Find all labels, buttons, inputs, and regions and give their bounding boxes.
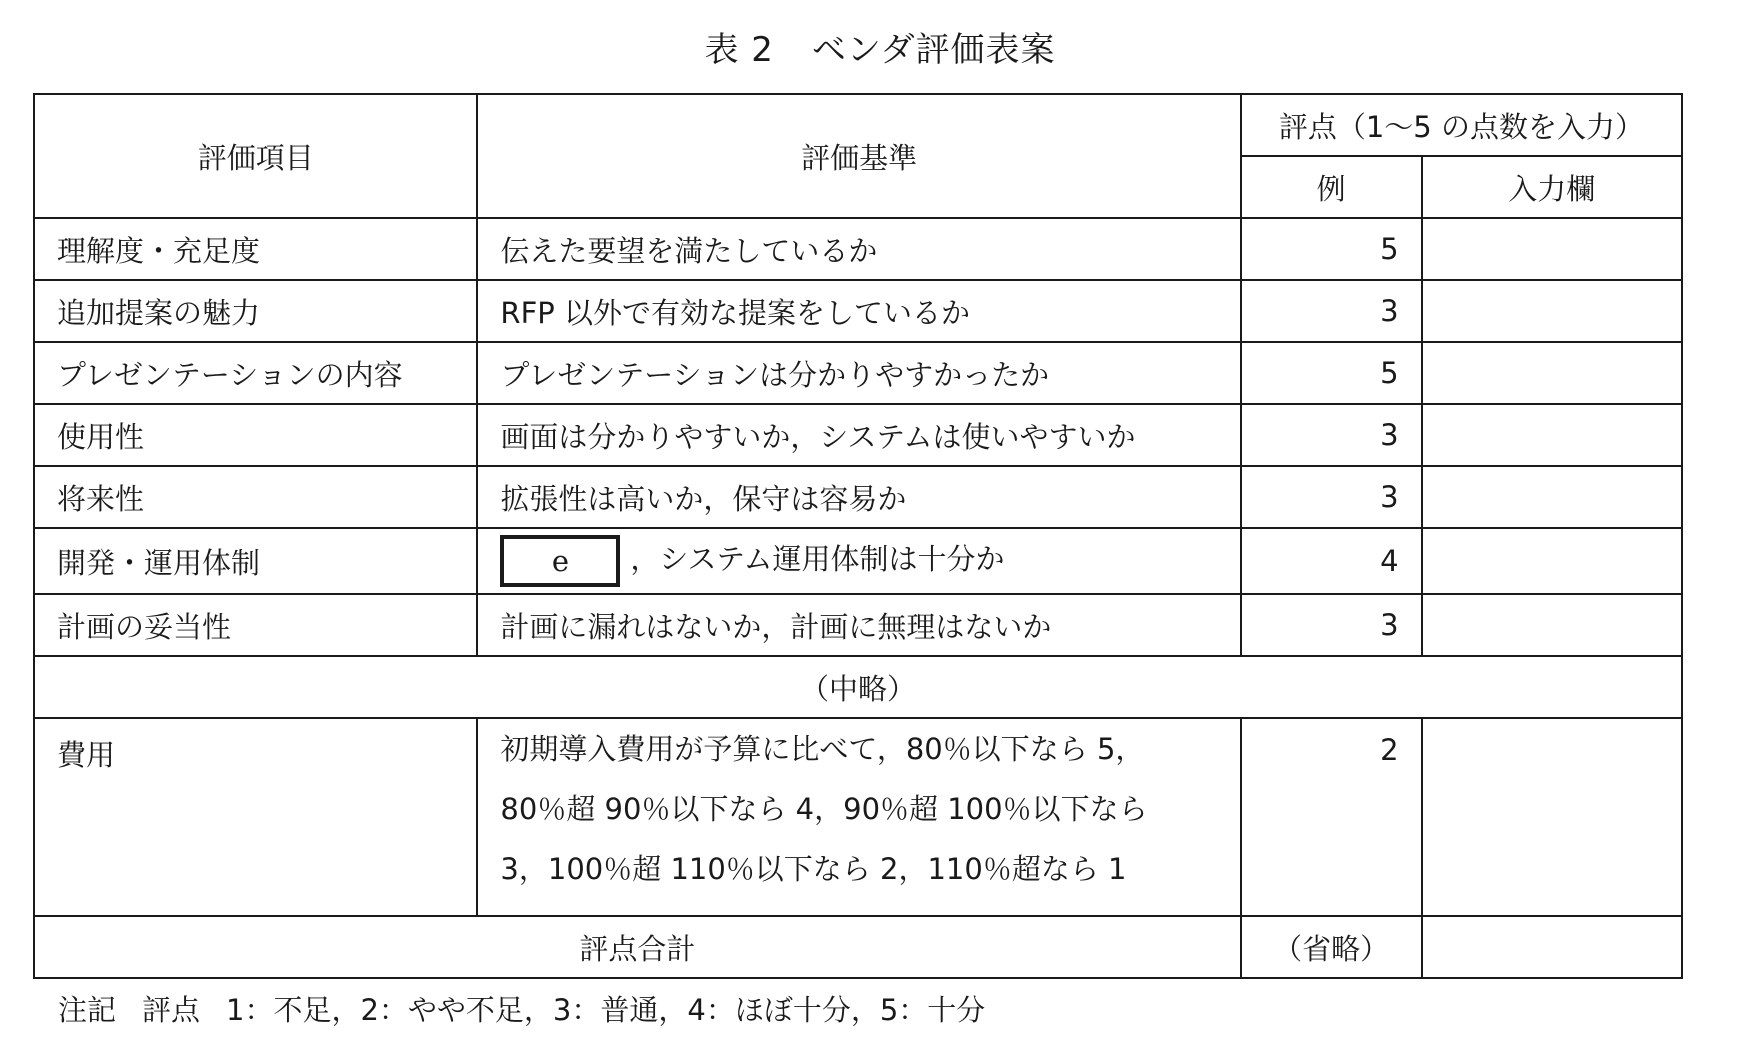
row-item: 追加提案の魅力 — [34, 280, 477, 342]
row-item: 開発・運用体制 — [34, 528, 477, 594]
row-item: 理解度・充足度 — [34, 218, 477, 280]
row-input-cell[interactable] — [1422, 218, 1682, 280]
total-row — [34, 916, 1682, 978]
footnote-text: 1：不足，2：やや不足，3：普通，4：ほぼ十分，5：十分 — [226, 993, 986, 1027]
row-example-score: 2 — [1241, 718, 1422, 916]
row-example-score: 3 — [1241, 404, 1422, 466]
total-label: 評点合計 — [34, 916, 1241, 978]
table-row — [34, 218, 1682, 280]
row-example-score: 5 — [1241, 218, 1422, 280]
table-row-cost — [34, 718, 1682, 916]
row-item: プレゼンテーションの内容 — [34, 342, 477, 404]
table-row — [34, 280, 1682, 342]
table-row — [34, 404, 1682, 466]
footnote-label: 評点 — [142, 993, 201, 1027]
row-example-score: 5 — [1241, 342, 1422, 404]
row-input-cell[interactable] — [1422, 528, 1682, 594]
total-input-cell[interactable] — [1422, 916, 1682, 978]
blank-answer-box: e — [500, 535, 620, 587]
row-item: 計画の妥当性 — [34, 594, 477, 656]
table-row — [34, 342, 1682, 404]
total-example: （省略） — [1241, 916, 1422, 978]
omitted-label: （中略） — [34, 656, 1682, 718]
row-criteria — [477, 718, 1240, 916]
row-example-score: 3 — [1241, 594, 1422, 656]
row-input-cell[interactable] — [1422, 342, 1682, 404]
footnote — [58, 988, 985, 1029]
row-item: 使用性 — [34, 404, 477, 466]
header-example: 例 — [1241, 156, 1422, 218]
row-criteria: プレゼンテーションは分かりやすかったか — [477, 342, 1240, 404]
table-row — [34, 466, 1682, 528]
row-input-cell[interactable] — [1422, 594, 1682, 656]
row-example-score: 4 — [1241, 528, 1422, 594]
table-caption: ベンダ評価表案 — [811, 30, 1056, 70]
row-criteria-text: ，システム運用体制は十分か — [630, 542, 1005, 576]
criteria-line: 初期導入費用が予算に比べて，80％以下なら 5， — [500, 732, 1145, 766]
row-criteria: 画面は分かりやすいか，システムは使いやすいか — [477, 404, 1240, 466]
row-criteria — [477, 528, 1240, 594]
row-example-score: 3 — [1241, 466, 1422, 528]
row-input-cell[interactable] — [1422, 280, 1682, 342]
row-input-cell[interactable] — [1422, 718, 1682, 916]
row-input-cell[interactable] — [1422, 404, 1682, 466]
table-row — [34, 528, 1682, 594]
table-number: 表 2 — [704, 30, 774, 70]
omitted-row — [34, 656, 1682, 718]
header-criteria: 評価基準 — [477, 94, 1240, 218]
footnote-prefix: 注記 — [58, 993, 117, 1027]
criteria-line: 80％超 90％以下なら 4，90％超 100％以下なら — [500, 792, 1148, 826]
table-title — [0, 22, 1750, 71]
vendor-evaluation-table — [33, 93, 1683, 979]
criteria-line: 3，100％超 110％以下なら 2，110％超なら 1 — [500, 852, 1127, 886]
row-item: 将来性 — [34, 466, 477, 528]
header-score-group: 評点（1〜5 の点数を入力） — [1241, 94, 1682, 156]
header-item: 評価項目 — [34, 94, 477, 218]
row-criteria: 伝えた要望を満たしているか — [477, 218, 1240, 280]
row-criteria: RFP 以外で有効な提案をしているか — [477, 280, 1240, 342]
row-criteria: 拡張性は高いか，保守は容易か — [477, 466, 1240, 528]
row-example-score: 3 — [1241, 280, 1422, 342]
table-row — [34, 594, 1682, 656]
row-item: 費用 — [34, 718, 477, 916]
header-input: 入力欄 — [1422, 156, 1682, 218]
row-criteria: 計画に漏れはないか，計画に無理はないか — [477, 594, 1240, 656]
row-input-cell[interactable] — [1422, 466, 1682, 528]
